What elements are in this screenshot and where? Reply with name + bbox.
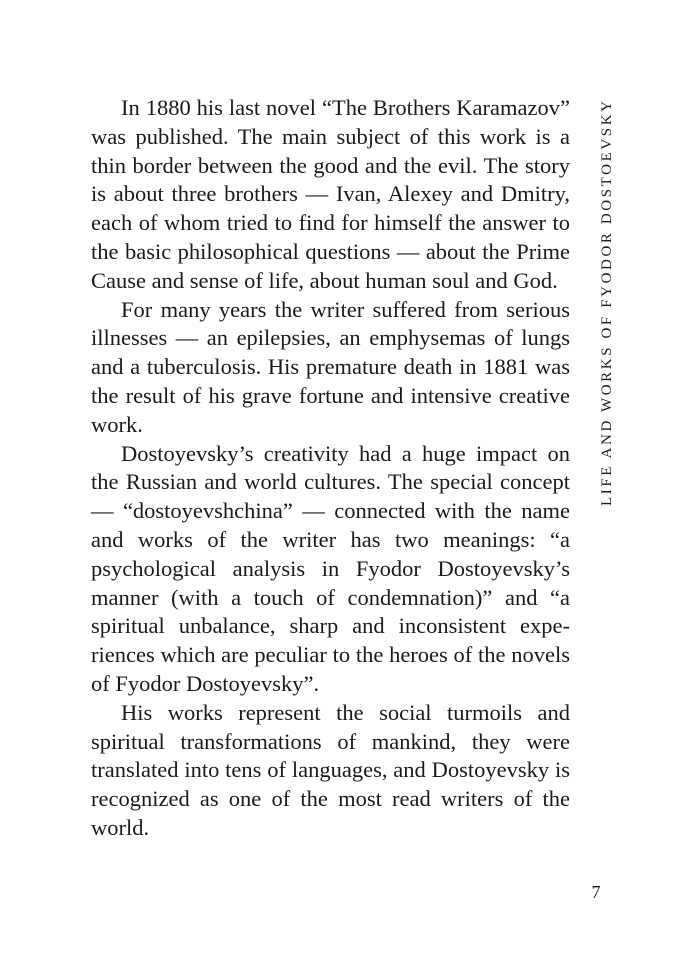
- paragraph-impact: Dostoyevsky’s creativity had a huge impact on the Russian and world cultures. The special concept — “dostoyevshchina” — connected with the name and works of the writer has two meanings: “a psychological analysis in Fyodor Dostoyevsky’s manner (with a touch of condemnation)” and “a spiritual unbalance, sharp and inconsistent experiences which are peculiar to the heroes of the novels of Fyodor Dostoyevsky”.: [91, 440, 570, 696]
- page-number: 7: [591, 882, 601, 902]
- running-head: LIFE AND WORKS OF FYODOR DOSTOEVSKY: [599, 98, 615, 506]
- paragraph-legacy: His works represent the social turmoils and spiritual transformations of mankind, they were translated into tens of languages, and Dostoyevsky is recognized as one of the most read writers of the world.: [91, 699, 570, 840]
- body-text: [91, 94, 570, 843]
- paragraph-karamazov: In 1880 his last novel “The Brothers Karamazov” was published. The main subject of this work is a thin border between the good and the evil. The story is about three brothers — Ivan, Alexey and Dmitry, each of whom tried to find for himself the answer to the basic philosophical questions — about the Prime Cause and sense of life, about human soul and God.: [91, 95, 570, 293]
- paragraph-illness: For many years the writer suffered from serious illnesses — an epilepsies, an emphysemas of lungs and a tuberculosis. His premature death in 1881 was the result of his grave fortune and intensive creative work.: [91, 296, 570, 437]
